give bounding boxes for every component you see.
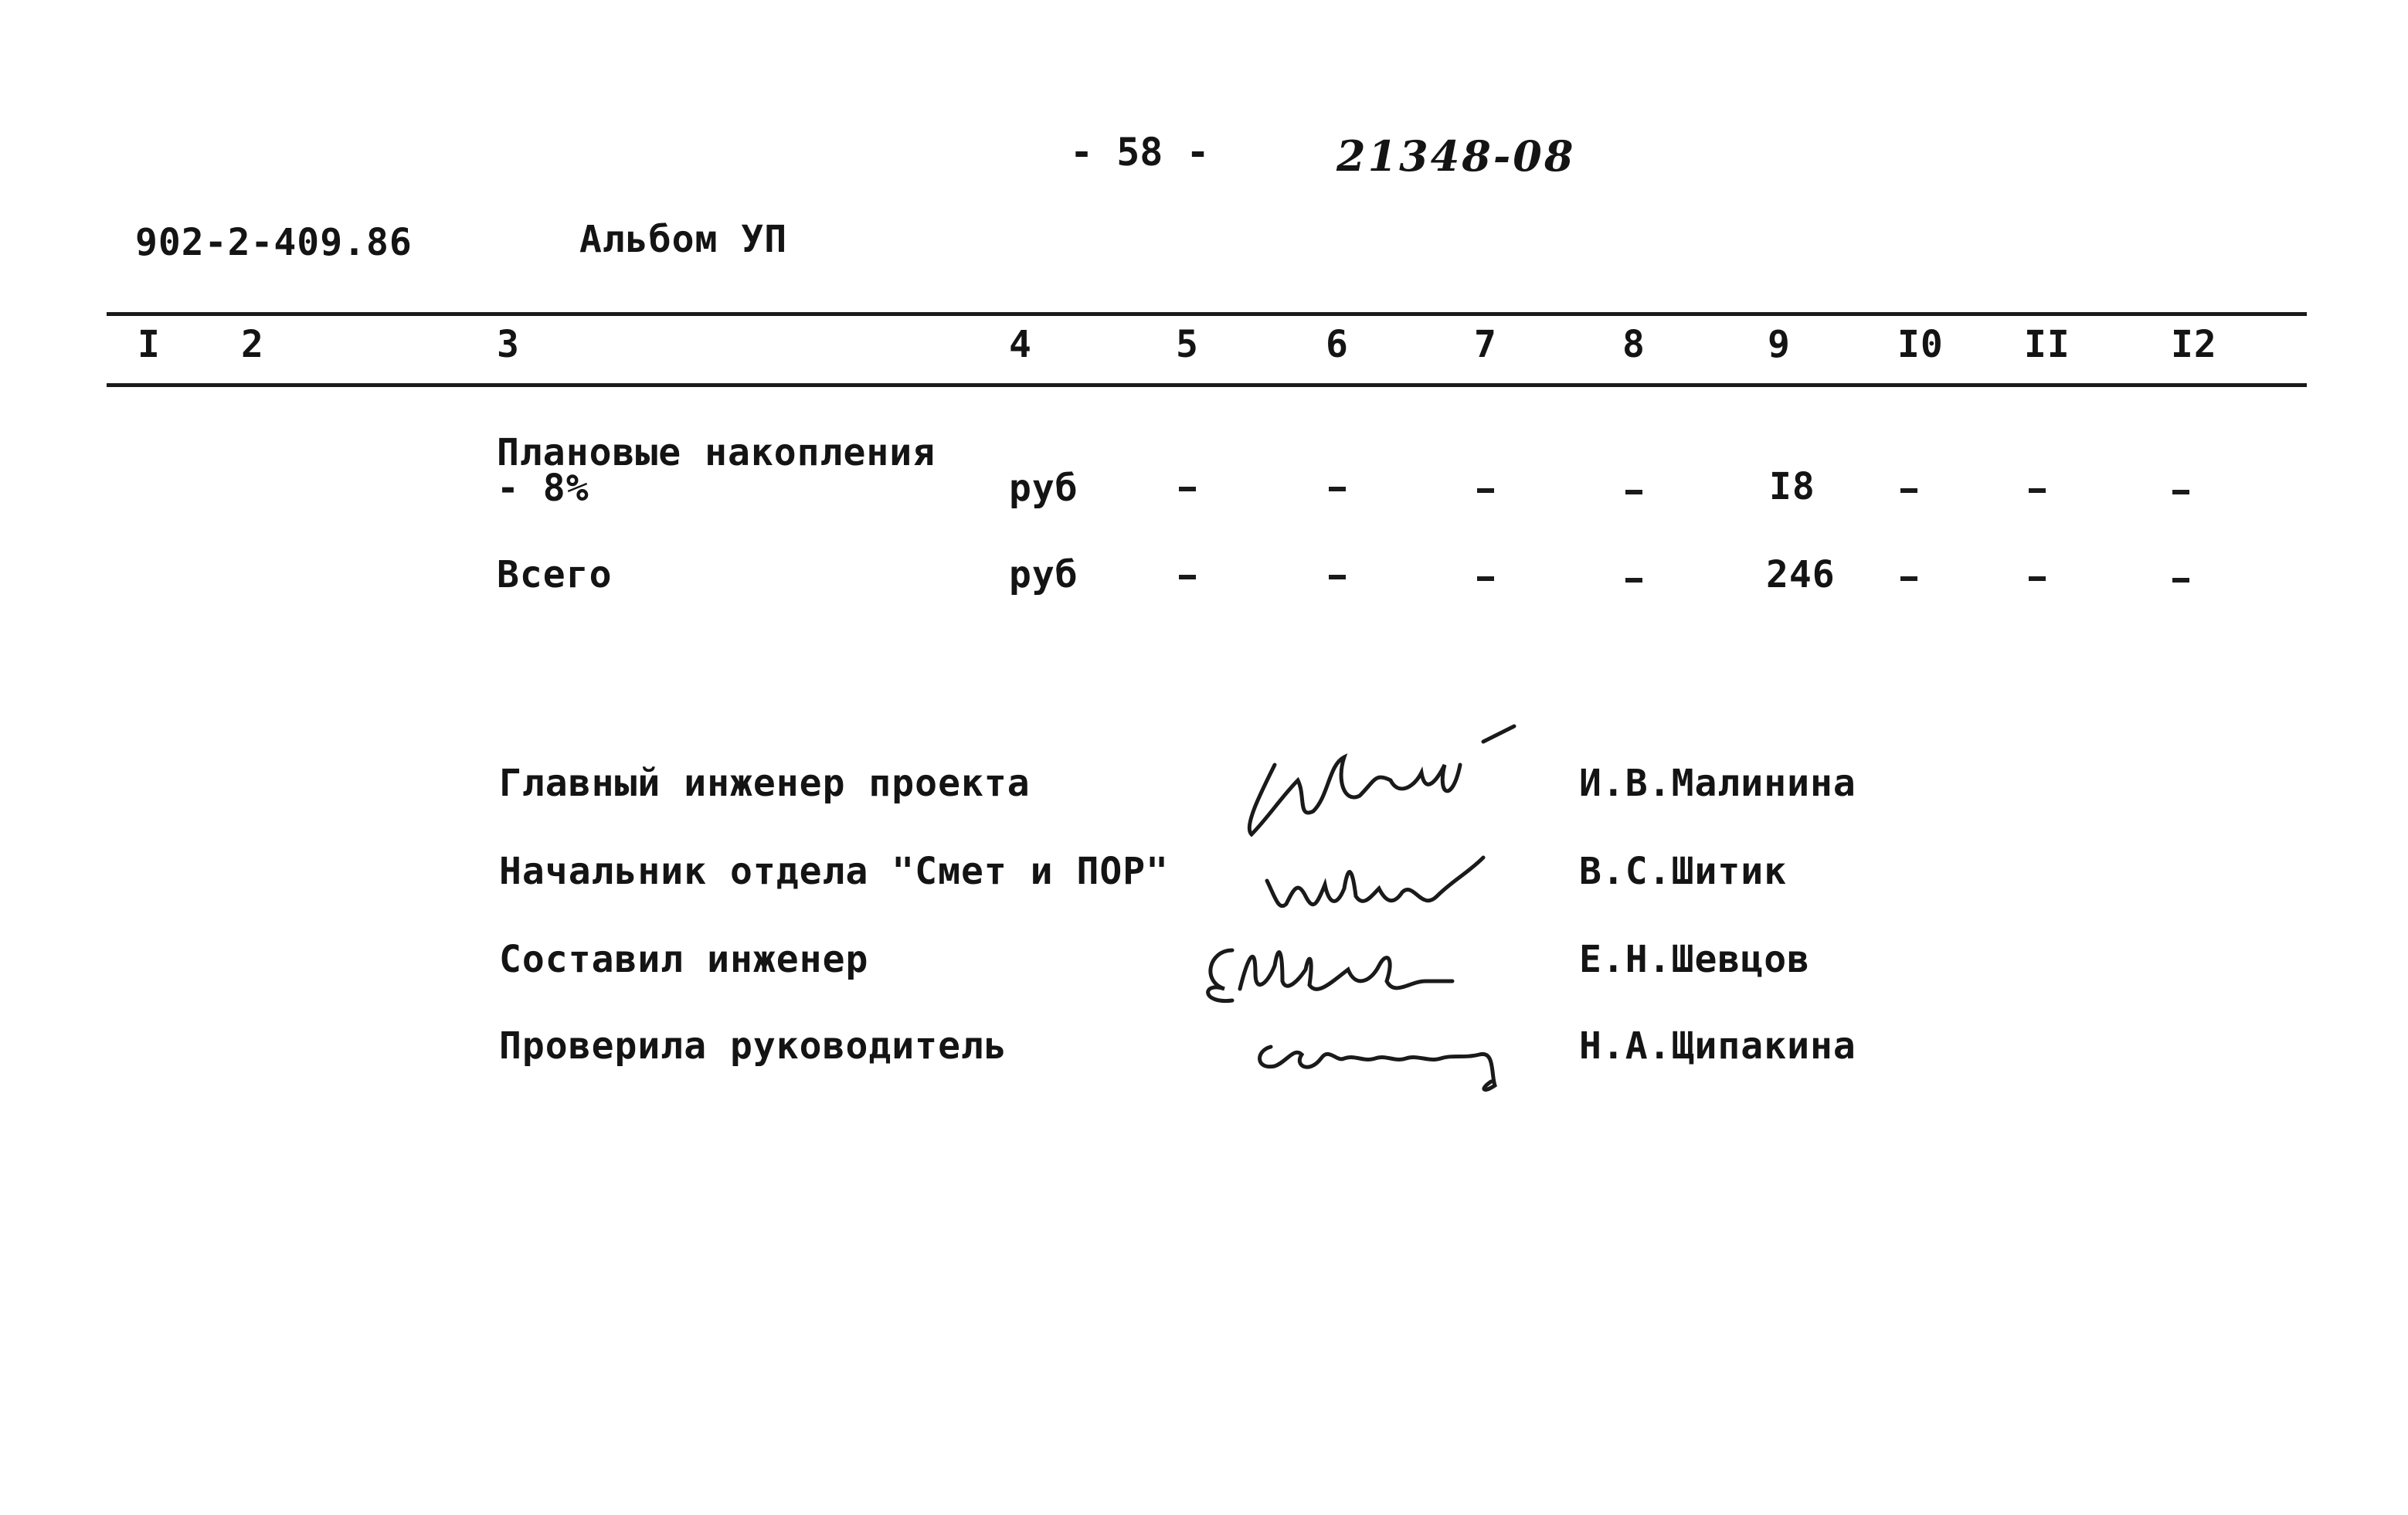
column-header: 9 <box>1768 323 1791 366</box>
signatory-name: Е.Н.Шевцов <box>1579 938 1810 981</box>
dash-mark <box>1477 488 1494 493</box>
table-header-rule <box>107 383 2307 387</box>
row-unit: руб <box>1009 553 1078 596</box>
signatory-role: Составил инженер <box>499 938 869 981</box>
column-header: 3 <box>497 323 520 366</box>
column-header: 2 <box>241 323 264 366</box>
dash-mark <box>1329 575 1346 579</box>
dash-mark <box>2029 576 2046 581</box>
row-unit: руб <box>1009 467 1078 510</box>
dash-mark <box>1900 576 1917 581</box>
dash-mark <box>1329 487 1346 491</box>
album-label: Альбом УП <box>579 218 788 261</box>
dash-mark <box>2029 488 2046 493</box>
signatory-name: Н.А.Щипакина <box>1579 1024 1856 1068</box>
signatory-role: Проверила руководитель <box>499 1024 1007 1068</box>
column-header: 5 <box>1176 323 1199 366</box>
handwritten-signature <box>1259 850 1506 927</box>
row-name-continuation: - 8% <box>497 467 589 510</box>
dash-mark <box>2172 490 2189 494</box>
dash-mark <box>1900 488 1917 493</box>
signatory-name: И.В.Малинина <box>1579 762 1856 805</box>
signatory-role: Начальник отдела "Смет и ПОР" <box>499 850 1170 893</box>
column-header: II <box>2024 323 2070 366</box>
handwritten-signature <box>1248 1020 1510 1097</box>
column-header: I <box>138 323 161 366</box>
signatory-role: Главный инженер проекта <box>499 762 1031 805</box>
dash-mark <box>1477 576 1494 581</box>
dash-mark <box>1179 487 1196 491</box>
column-header: I0 <box>1897 323 1944 366</box>
column-header: I2 <box>2171 323 2217 366</box>
dash-mark <box>2172 578 2189 583</box>
signatory-name: В.С.Шитик <box>1579 850 1788 893</box>
row-value: I8 <box>1769 465 1815 508</box>
column-header: 7 <box>1474 323 1497 366</box>
row-name: Плановые накопления <box>497 431 936 474</box>
dash-mark <box>1625 490 1642 494</box>
column-header: 8 <box>1622 323 1646 366</box>
handwritten-signature <box>1194 927 1456 1012</box>
document-code-handwritten: 21348-08 <box>1336 131 1576 181</box>
column-header: 4 <box>1009 323 1032 366</box>
handwritten-signature <box>1228 718 1522 842</box>
project-code: 902-2-409.86 <box>135 221 413 264</box>
row-value: 246 <box>1766 553 1836 596</box>
row-name: Всего <box>497 553 613 596</box>
dash-mark <box>1179 575 1196 579</box>
table-top-rule <box>107 312 2307 316</box>
page-number: - 58 - <box>1070 130 1210 175</box>
column-header: 6 <box>1326 323 1349 366</box>
dash-mark <box>1625 578 1642 583</box>
